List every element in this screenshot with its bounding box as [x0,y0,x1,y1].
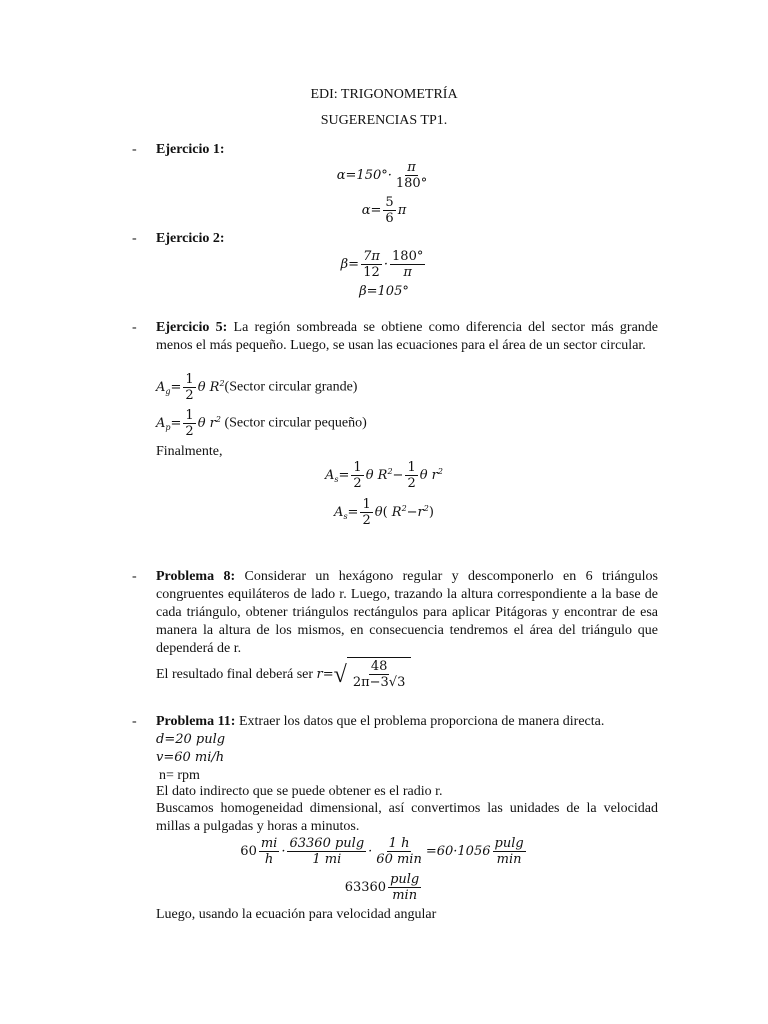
ex2-eq1-num1: 7π [363,249,380,264]
ex1-eq2-den: 6 [385,211,394,226]
ex1-eq2-rhs: π [397,203,407,218]
ejercicio-5-paragraph [156,319,658,355]
prob8-result-num: 48 [370,659,388,674]
ex1-eq1-lhs: α=150°· [336,168,392,183]
ex5-finalmente: Finalmente, [156,444,223,459]
bullet-dash: - [132,569,137,584]
conv-60: 60 [240,844,257,859]
ejercicio-2-label: Ejercicio 2: [156,231,225,246]
problema-11-label: Problema 11: [156,714,236,729]
problema-8-paragraph [156,568,658,658]
ex5-ap-label: (Sector circular pequeño) [224,415,367,431]
ex1-equation-2 [0,195,768,226]
prob11-result [0,872,768,903]
ex5-as-equation-2: $A_s=$ $\frac{1}{2}$ θ( $R^2-r^2$) [334,497,434,528]
bullet-dash: - [132,142,137,157]
prob11-v: v=60 mi/h [156,750,225,765]
ex2-eq1-num2: 180° [392,249,424,264]
conv-f4-den: min [496,852,522,867]
conv-f1-den: h [264,852,274,867]
document-title: EDI: TRIGONOMETRÍA [310,87,458,102]
ex1-eq1-num: π [407,160,416,175]
ex5-as-equation-1: $A_s=$ $\frac{1}{2}$ θ $R^2-$ $\frac{1}{2}$ θ $r^2$ [325,460,443,491]
res-val: 63360 [344,880,387,895]
ex1-eq1-den: 180° [395,176,428,191]
prob11-luego: Luego, usando la ecuación para velocidad angular [156,907,437,922]
bullet-dash: - [132,714,137,729]
ex2-eq1-lhs: β= [340,257,360,272]
conv-f3-den: 60 min [376,852,422,867]
ejercicio-1-label: Ejercicio 1: [156,142,225,157]
conv-mid: =60·1056 [425,844,491,859]
prob11-indirect: El dato indirecto que se puede obtener es el radio r. [156,784,443,799]
bullet-dash: - [132,231,137,246]
ex5-ap-equation: $A_p=$ $\frac{1}{2}$ θ $r^2$ (Sector circular pequeño) [156,408,367,439]
ejercicio-5-text: La región sombreada se obtiene como diferencia del sector más grande menos el más pequeño. Luego, se usan las ecuaciones para el área de un sector circular. [156,320,659,353]
conv-f3-num: 1 h [388,836,410,851]
ex2-eq1-dot: · [383,257,389,272]
ex1-eq2-lhs: α= [361,203,382,218]
ex2-equation-1 [0,249,768,280]
ex1-eq2-num: 5 [385,195,394,210]
problema-8-text: Considerar un hexágono regular y descomponerlo en 6 triángulos congruentes equiláteros de lado r. Luego, trazando la altura correspondiente a la base de cada triángulo, obtener triángulos rectángulos para aplicar Pitágoras y encontrar de esa manera la altura de los mismos, en consecuencia tendremos el área del triángulo que dependerá de r. [156,569,658,656]
bullet-dash: - [132,320,137,335]
problema-11-intro [156,713,604,731]
conv-f1-num: mi [260,836,278,851]
document-subtitle: SUGERENCIAS TP1. [320,113,448,128]
prob11-homog: Buscamos homogeneidad dimensional, así convertimos las unidades de la velocidad millas a pulgadas y horas a minutos. [156,801,658,834]
ex5-ag-equation: $A_g=$ $\frac{1}{2}$ θ $R^2(Sector$ circular grande) [156,372,358,403]
ex2-eq1-den2: π [403,265,412,280]
prob8-result-den: 2π−3√3 [352,675,406,690]
ex1-equation-1 [0,160,768,191]
conv-f2-den: 1 mi [312,852,342,867]
ex2-eq1-den1: 12 [363,265,380,280]
ejercicio-5-label: Ejercicio 5: [156,320,228,335]
prob11-n: n= rpm [159,768,200,783]
ex2-equation-2: β=105° [359,284,409,299]
res-num: pulg [390,872,420,887]
prob11-conversion: 60 $\frac{mi}{h}$ · $\frac{63360 pulg}{1 mi}$ · $\frac{1 h}{60 \min}$ =60·1056 $\frac{pulg}{\min}$ [240,836,524,867]
prob8-result-text: El resultado final deberá ser [156,667,314,682]
prob8-result: El resultado final deberá ser r=√ $\frac{48}{2\pi-3√3}$ [156,657,411,690]
conv-f4-num: pulg [494,836,524,851]
problema-11-text: Extraer los datos que el problema proporciona de manera directa. [238,714,605,729]
res-den: min [392,888,418,903]
prob11-d: d=20 pulg [156,732,226,747]
conv-f2-num: 63360 pulg [289,836,365,851]
ex5-ag-label: (Sector circular grande) [224,379,358,395]
problema-8-label: Problema 8: [156,569,236,584]
